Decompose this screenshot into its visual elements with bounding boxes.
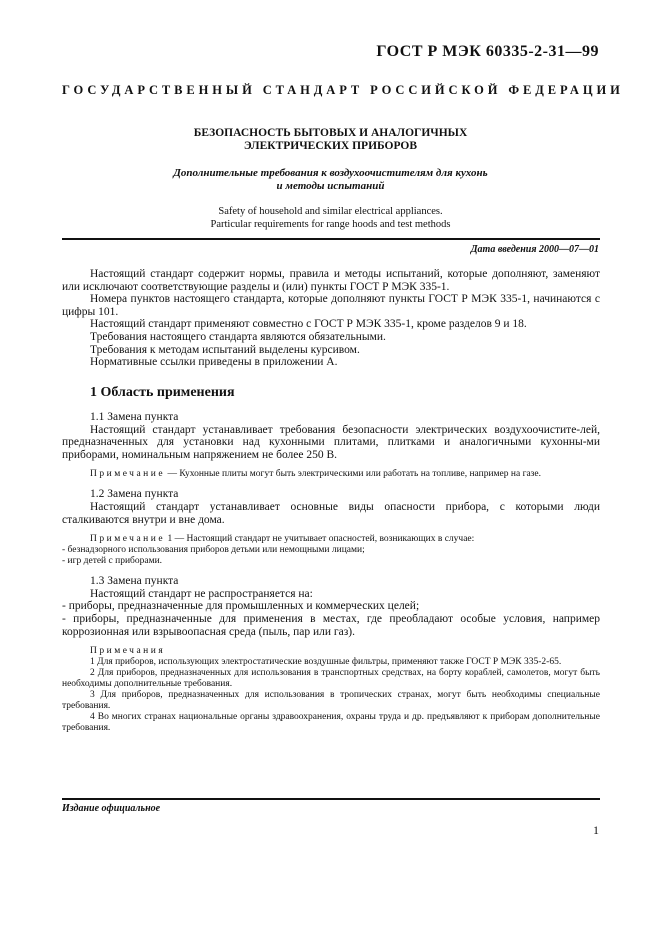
- intro-paragraph: Номера пунктов настоящего стандарта, которые дополняют пункты ГОСТ Р МЭК 335-1, начинаются с цифры 101.: [62, 293, 600, 318]
- intro-paragraph: Настоящий стандарт содержит нормы, правила и методы испытаний, которые дополняют, заменяют или исключают соответствующие разделы и (или) пункты ГОСТ Р МЭК 335-1.: [62, 268, 600, 293]
- header-divider: [62, 238, 600, 240]
- intro-paragraph: Настоящий стандарт применяют совместно с ГОСТ Р МЭК 335-1, кроме разделов 9 и 18.: [90, 318, 527, 331]
- clause-1-3-note: 3 Для приборов, предназначенных для использования в тропических странах, могут быть необходимы специальные требования.: [62, 690, 600, 712]
- clause-1-1-text: Настоящий стандарт устанавливает требования безопасности электрических воздухоочистите-лей, предназначенных для установки над кухонными плитами, плитками и аналогичными кухонны-ми приборами, номинальным напряжением не более 250 В.: [62, 423, 600, 461]
- document-title: [62, 127, 599, 153]
- clause-1-3-title: 1.3 Замена пункта: [90, 575, 179, 588]
- english-title-line-2: Particular requirements for range hoods and test methods: [210, 219, 451, 230]
- intro-paragraph: Требования к методам испытаний выделены курсивом.: [90, 343, 360, 356]
- note-text: 1 — Настоящий стандарт не учитывает опасностей, возникающих в случае:: [165, 534, 475, 545]
- page-number: 1: [593, 823, 599, 837]
- clause-1-2-note: [62, 534, 600, 545]
- clause-1-1-title: 1.1 Замена пункта: [90, 411, 179, 423]
- gost-code: ГОСТ Р МЭК 60335-2-31—99: [376, 43, 599, 60]
- title-line-1: БЕЗОПАСНОСТЬ БЫТОВЫХ И АНАЛОГИЧНЫХ: [193, 127, 468, 139]
- clause-1-3-note: 2 Для приборов, предназначенных для использования в транспортных средствах, на борту кораблей, самолетов, могут быть необходимы дополнительные требования.: [62, 668, 600, 690]
- clause-1-2-text: Настоящий стандарт устанавливает основные виды опасности прибора, с которыми люди сталкиваются внутри и вне дома.: [62, 500, 600, 526]
- official-edition-label: Издание официальное: [62, 803, 161, 814]
- note-label: Примечание: [90, 534, 166, 545]
- subtitle-line-2: и методы испытаний: [276, 180, 385, 192]
- clause-1-2-note-item: - безнадзорного использования приборов детьми или немощными лицами;: [62, 545, 365, 556]
- clause-1-3-text: Настоящий стандарт не распространяется на:: [90, 587, 313, 600]
- clause-1-3-item: - приборы, предназначенные для применения в местах, где преобладают особые условия, например коррозионная или взрывоопасная среда (пыль, пар или газ).: [62, 612, 600, 638]
- intro-paragraph: Нормативные ссылки приведены в приложении А.: [90, 356, 338, 369]
- clause-1-2-title: 1.2 Замена пункта: [90, 488, 179, 501]
- clause-1-2-note-item: - игр детей с приборами.: [62, 556, 163, 567]
- english-title-line-1: Safety of household and similar electrical appliances.: [218, 206, 443, 217]
- introduction-date: Дата введения 2000—07—01: [470, 244, 599, 255]
- clause-1-3-note: 1 Для приборов, использующих электростатические воздушные фильтры, применяют также ГОСТ Р МЭК 335-2-65.: [90, 657, 562, 668]
- subtitle-line-1: Дополнительные требования к воздухоочистителям для кухонь: [173, 167, 488, 179]
- section-1-heading: 1 Область применения: [90, 385, 235, 400]
- intro-block: [62, 268, 600, 369]
- clause-1-3-notes-label: Примечания: [90, 646, 166, 657]
- document-subtitle: [62, 167, 599, 193]
- clause-1-1-note: [62, 469, 600, 480]
- clause-1-3-note: 4 Во многих странах национальные органы здравоохранения, охраны труда и др. предъявляют к приборам дополнительные требования.: [62, 712, 600, 734]
- footer-divider: [62, 798, 600, 800]
- note-text: — Кухонные плиты могут быть электрическими или работать на топливе, например на газе.: [165, 469, 542, 480]
- section-1-body: [62, 411, 600, 734]
- note-label: Примечание: [90, 469, 166, 480]
- english-title: [62, 205, 599, 231]
- clause-1-3-item: - приборы, предназначенные для промышленных и коммерческих целей;: [62, 600, 420, 613]
- state-standard-title: ГОСУДАРСТВЕННЫЙ СТАНДАРТ РОССИЙСКОЙ ФЕДЕРАЦИИ: [62, 83, 624, 97]
- intro-paragraph: Требования настоящего стандарта являются обязательными.: [90, 330, 386, 343]
- title-line-2: ЭЛЕКТРИЧЕСКИХ ПРИБОРОВ: [243, 140, 418, 152]
